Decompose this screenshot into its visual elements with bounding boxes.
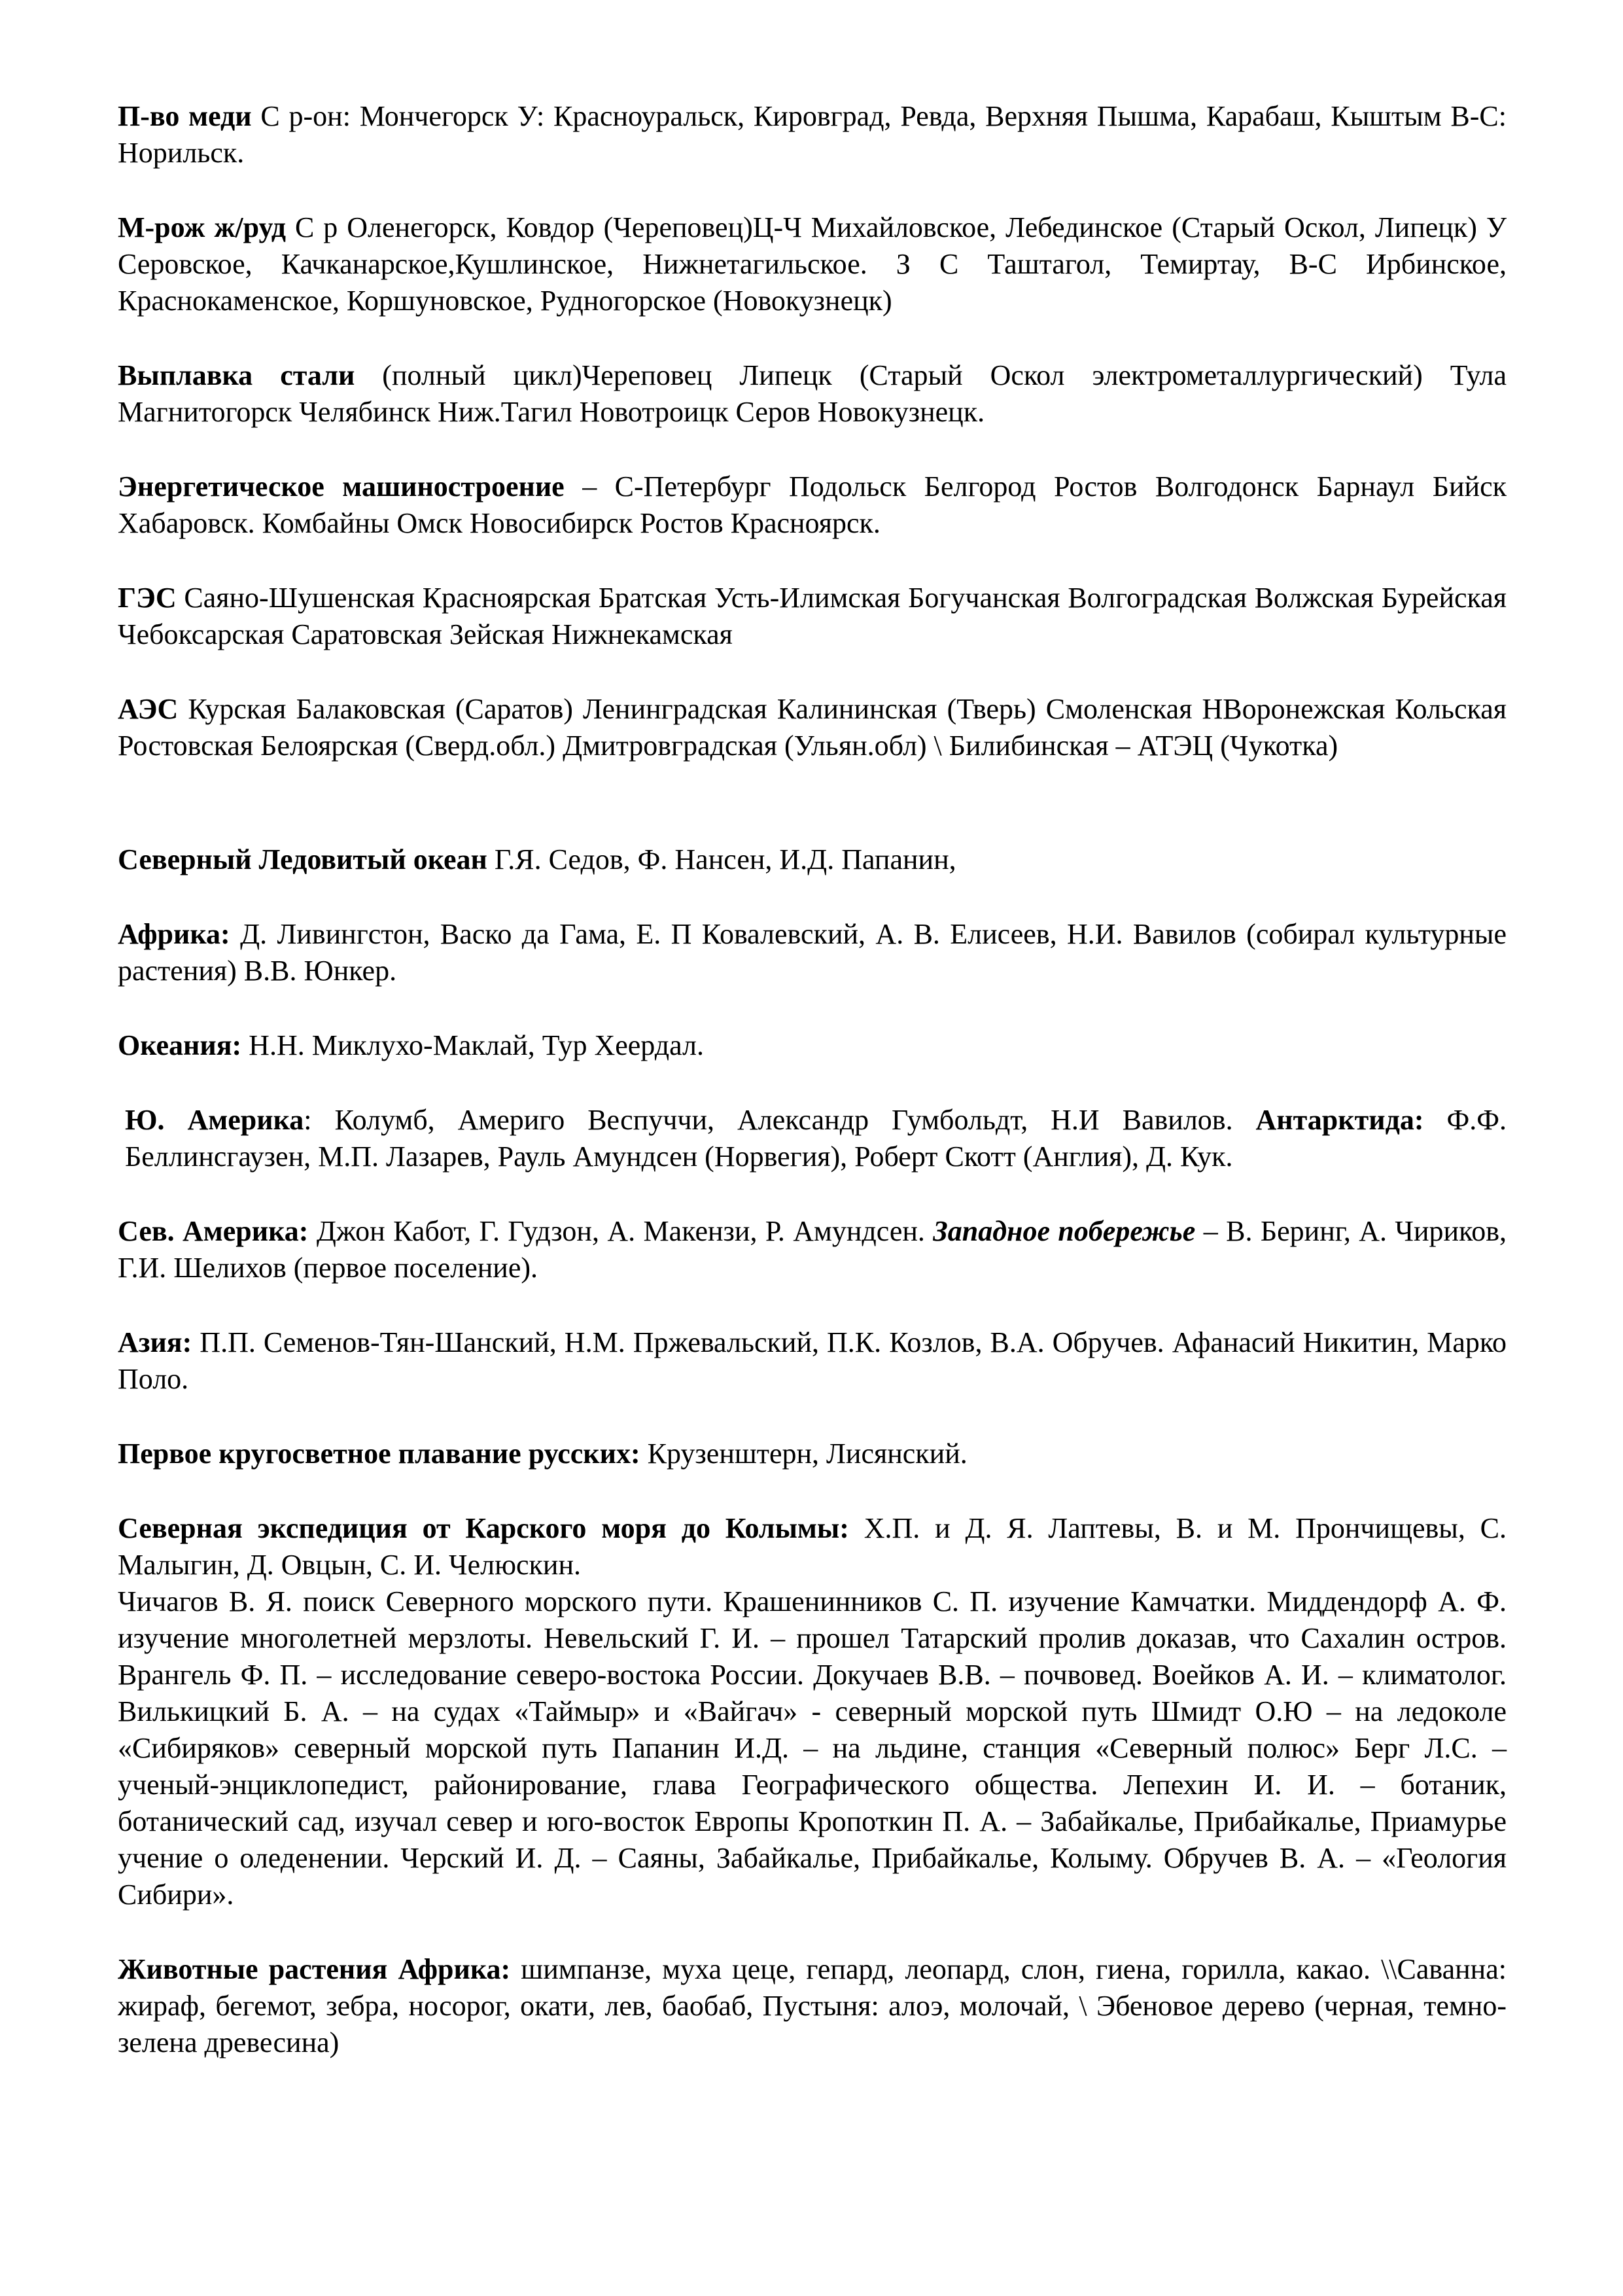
paragraph-copper-production bbox=[118, 98, 1507, 171]
paragraph-power-engineering bbox=[118, 468, 1507, 542]
paragraph-heading: Северный Ледовитый океан bbox=[118, 843, 487, 875]
paragraph-text: П.П. Семенов-Тян-Шанский, Н.М. Пржевальский, П.К. Козлов, В.А. Обручев. Афанасий Никитин, Марко Поло. bbox=[118, 1326, 1507, 1395]
paragraph-asia-explorers bbox=[118, 1324, 1507, 1398]
paragraph-heading: АЭС bbox=[118, 693, 179, 725]
paragraph-heading-secondary: Антарктида: bbox=[1255, 1104, 1424, 1136]
paragraph-nuclear-power-plants bbox=[118, 691, 1507, 764]
paragraph-text: С р Оленегорск, Ковдор (Череповец)Ц-Ч Михайловское, Лебединское (Старый Оскол, Липецк) У Серовское, Качканарское,Кушлинское, Нижнетагильское. З С Таштагол, Темиртау, В-С Ирбинское, Краснокаменское, Коршуновское, Рудногорское (Новокузнецк) bbox=[118, 211, 1507, 317]
paragraph-text-secondary: – В. Беринг, А. Чириков, Г.И. Шелихов (первое поселение). bbox=[118, 1215, 1507, 1284]
paragraph-russian-researchers bbox=[118, 1583, 1507, 1913]
paragraph-text: Крузенштерн, Лисянский. bbox=[640, 1438, 968, 1470]
document-page bbox=[118, 98, 1507, 2099]
paragraph-text: Курская Балаковская (Саратов) Ленинградская Калининская (Тверь) Смоленская НВоронежская Кольская Ростовская Белоярская (Сверд.обл.) Дмитровградская (Ульян.обл) \ Билибинская – АТЭЦ (Чукотка) bbox=[118, 693, 1507, 762]
paragraph-text-secondary: Ф.Ф. Беллинсгаузен, М.П. Лазарев, Рауль Амундсен (Норвегия), Роберт Скотт (Англия), Д. Кук. bbox=[125, 1104, 1507, 1173]
paragraph-hydro-power-plants bbox=[118, 580, 1507, 653]
paragraph-heading: М-рож ж/руд bbox=[118, 211, 286, 243]
paragraph-text: Х.П. и Д. Я. Лаптевы, В. и М. Прончищевы, С. Малыгин, Д. Овцын, С. И. Челюскин. bbox=[118, 1512, 1507, 1581]
paragraph-arctic-ocean bbox=[118, 841, 1507, 878]
paragraph-russian-circumnavigation bbox=[118, 1436, 1507, 1472]
paragraph-heading: П-во меди bbox=[118, 100, 252, 132]
paragraph-heading: Животные растения Африка: bbox=[118, 1953, 511, 1985]
paragraph-heading: ГЭС bbox=[118, 582, 177, 614]
paragraph-text: С р-он: Мончегорск У: Красноуральск, Кировград, Ревда, Верхняя Пышма, Карабаш, Кыштым В-С: Норильск. bbox=[118, 100, 1507, 169]
paragraph-heading: Энергетическое машиностроение bbox=[118, 470, 565, 503]
paragraph-text: (полный цикл)Череповец Липецк (Старый Оскол электрометаллургический) Тула Магнитогорск Челябинск Ниж.Тагил Новотроицк Серов Новокузнецк. bbox=[118, 359, 1507, 428]
paragraph-south-america-antarctica bbox=[118, 1102, 1507, 1175]
paragraph-text: : Колумб, Америго Веспуччи, Александр Гумбольдт, Н.И Вавилов. bbox=[304, 1104, 1256, 1136]
paragraph-text: шимпанзе, муха цеце, гепард, леопард, слон, гиена, горилла, какао. \\Саванна: жираф, бегемот, зебра, носорог, окати, лев, баобаб, Пустыня: алоэ, молочай, \ Эбеновое дерево (черная, темно-зелена древесина) bbox=[118, 1953, 1507, 2058]
paragraph-subheading: Западное побережье bbox=[933, 1215, 1196, 1247]
paragraph-text: Г.Я. Седов, Ф. Нансен, И.Д. Папанин, bbox=[487, 843, 956, 875]
paragraph-text: Н.Н. Миклухо-Маклай, Тур Хеердал. bbox=[241, 1029, 704, 1061]
paragraph-oceania-explorers bbox=[118, 1027, 1507, 1064]
paragraph-heading: Сев. Америка: bbox=[118, 1215, 309, 1247]
paragraph-africa-explorers bbox=[118, 916, 1507, 989]
paragraph-north-america-explorers bbox=[118, 1213, 1507, 1286]
paragraph-text: Саяно-Шушенская Красноярская Братская Усть-Илимская Богучанская Волгоградская Волжская Бурейская Чебоксарская Саратовская Зейская Нижнекамская bbox=[118, 582, 1507, 650]
paragraph-heading: Ю. Америка bbox=[125, 1104, 304, 1136]
paragraph-heading: Выплавка стали bbox=[118, 359, 355, 391]
paragraph-heading: Африка: bbox=[118, 918, 230, 950]
paragraph-text: – С-Петербург Подольск Белгород Ростов Волгодонск Барнаул Бийск Хабаровск. Комбайны Омск Новосибирск Ростов Красноярск. bbox=[118, 470, 1507, 539]
paragraph-northern-expedition bbox=[118, 1510, 1507, 1583]
paragraph-text: Д. Ливингстон, Васко да Гама, Е. П Ковалевский, А. В. Елисеев, Н.И. Вавилов (собирал культурные растения) В.В. Юнкер. bbox=[118, 918, 1507, 987]
paragraph-heading: Океания: bbox=[118, 1029, 242, 1061]
paragraph-heading: Северная экспедиция от Карского моря до Колымы: bbox=[118, 1512, 849, 1544]
paragraph-africa-flora-fauna bbox=[118, 1951, 1507, 2061]
paragraph-heading: Первое кругосветное плавание русских: bbox=[118, 1438, 640, 1470]
paragraph-steel-smelting bbox=[118, 357, 1507, 431]
paragraph-text: Чичагов В. Я. поиск Северного морского пути. Крашенинников С. П. изучение Камчатки. Миддендорф А. Ф. изучение многолетней мерзлоты. Невельский Г. И. – прошел Татарский пролив доказав, что Сахалин остров. Врангель Ф. П. – исследование северо-востока России. Докучаев В.В. – почвовед. Воейков А. И. – климатолог. Вилькицкий Б. А. – на судах «Таймыр» и «Вайгач» - северный морской путь Шмидт О.Ю – на ледоколе «Сибиряков» северный морской путь Папанин И.Д. – на льдине, станция «Северный полюс» Берг Л.С. – ученый-энциклопедист, районирование, глава Географического общества. Лепехин И. И. – ботаник, ботанический сад, изучал север и юго-восток Европы Кропоткин П. А. – Забайкалье, Прибайкалье, Приамурье учение о оледенении. Черский И. Д. – Саяны, Забайкалье, Прибайкалье, Колыму. Обручев В. А. – «Геология Сибири». bbox=[118, 1585, 1507, 1911]
paragraph-iron-ore-deposits bbox=[118, 209, 1507, 319]
paragraph-heading: Азия: bbox=[118, 1326, 192, 1358]
paragraph-text: Джон Кабот, Г. Гудзон, А. Макензи, Р. Амундсен. bbox=[308, 1215, 934, 1247]
